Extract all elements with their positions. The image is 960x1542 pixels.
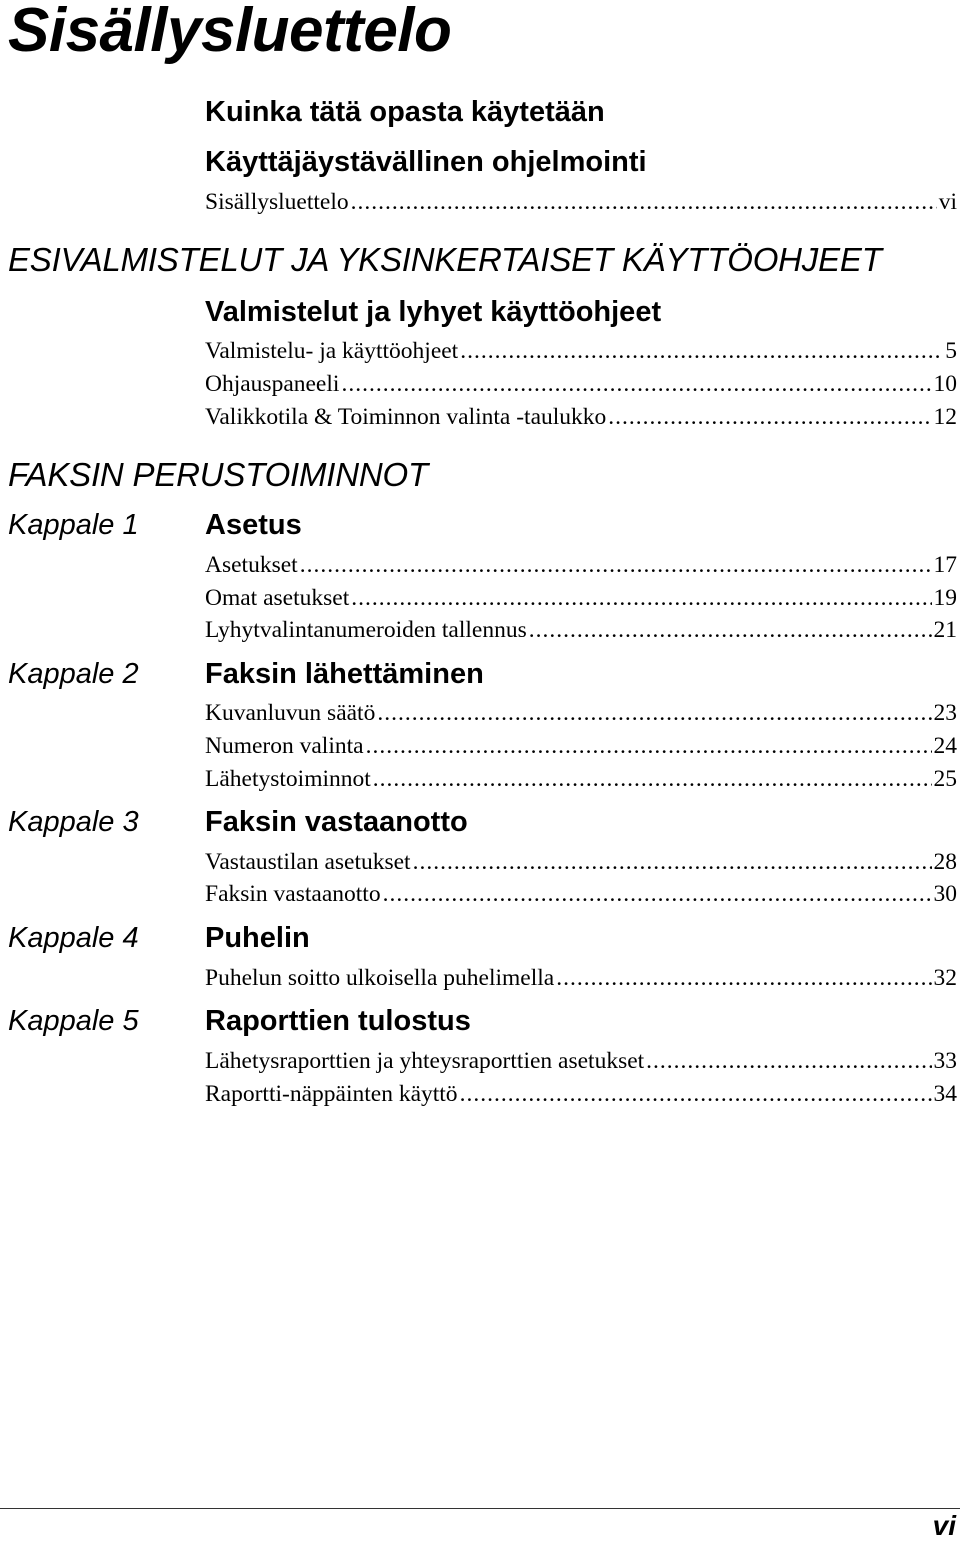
toc-entry-page: 21 (933, 617, 957, 643)
toc-entry-page: 32 (933, 965, 957, 991)
dot-leader (351, 187, 937, 217)
dot-leader (341, 369, 931, 399)
toc-entry-text: Omat asetukset (205, 585, 350, 611)
dot-leader (300, 550, 932, 580)
toc-entry-page: 12 (933, 404, 957, 430)
chapter-label-2: Kappale 2 (8, 658, 139, 690)
toc-entry-page: 25 (933, 766, 957, 792)
toc-entry-page: 30 (933, 881, 957, 907)
chapter-title-4: Puhelin (205, 922, 310, 954)
dot-leader (373, 764, 932, 794)
toc-entry[interactable] (205, 764, 957, 794)
toc-entry-text: Faksin vastaanotto (205, 881, 381, 907)
toc-entry-text: Valikkotila & Toiminnon valinta -taulukko (205, 404, 607, 430)
toc-entry-text: Numeron valinta (205, 733, 364, 759)
toc-entry-page: 34 (933, 1081, 957, 1107)
toc-entry-text: Ohjauspaneeli (205, 371, 340, 397)
chapter-title-5: Raporttien tulostus (205, 1005, 471, 1037)
toc-entry[interactable] (205, 1046, 957, 1076)
toc-entry-text: Kuvanluvun säätö (205, 700, 376, 726)
chapter-label-3: Kappale 3 (8, 806, 139, 838)
section-heading-programming: Käyttäjäystävällinen ohjelmointi (205, 146, 647, 178)
part-title-1: ESIVALMISTELUT JA YKSINKERTAISET KÄYTTÖOHJEET (8, 241, 882, 278)
toc-entry[interactable] (205, 963, 957, 993)
toc-entry[interactable] (205, 402, 957, 432)
toc-entry[interactable] (205, 550, 957, 580)
toc-entry-page: 5 (945, 338, 957, 364)
toc-entry[interactable] (205, 583, 957, 613)
toc-entry-text: Lähetystoiminnot (205, 766, 371, 792)
chapter-label-5: Kappale 5 (8, 1005, 139, 1037)
toc-entry[interactable] (205, 731, 957, 761)
dot-leader (351, 583, 931, 613)
toc-entry-page: vi (938, 189, 957, 215)
dot-leader (460, 336, 943, 366)
toc-entry-text: Raportti-näppäinten käyttö (205, 1081, 458, 1107)
part-title-2: FAKSIN PERUSTOIMINNOT (8, 456, 428, 493)
toc-entry-page: 17 (933, 552, 957, 578)
toc-entry-page: 28 (933, 849, 957, 875)
chapter-title-2: Faksin lähettäminen (205, 658, 484, 690)
chapter-title-3: Faksin vastaanotto (205, 806, 468, 838)
toc-entry-page: 24 (933, 733, 957, 759)
dot-leader (366, 731, 932, 761)
toc-entry-text: Asetukset (205, 552, 298, 578)
dot-leader (377, 698, 931, 728)
toc-entry[interactable] (205, 1079, 957, 1109)
toc-entry[interactable] (205, 879, 957, 909)
toc-entry-page: 23 (933, 700, 957, 726)
footer-rule (0, 1508, 960, 1509)
chapter-label-4: Kappale 4 (8, 922, 139, 954)
dot-leader (383, 879, 932, 909)
toc-entry-text: Vastaustilan asetukset (205, 849, 411, 875)
section-heading-preparation: Valmistelut ja lyhyet käyttöohjeet (205, 296, 662, 328)
chapter-label-1: Kappale 1 (8, 509, 139, 541)
toc-entry[interactable] (205, 615, 957, 645)
dot-leader (460, 1079, 932, 1109)
toc-entry-text: Lyhytvalintanumeroiden tallennus (205, 617, 527, 643)
toc-entry[interactable] (205, 336, 957, 366)
section-heading-guide-usage: Kuinka tätä opasta käytetään (205, 96, 605, 128)
toc-entry-text: Puhelun soitto ulkoisella puhelimella (205, 965, 555, 991)
dot-leader (646, 1046, 931, 1076)
toc-entry-text: Valmistelu- ja käyttöohjeet (205, 338, 459, 364)
toc-entry-page: 33 (933, 1048, 957, 1074)
toc-entry[interactable] (205, 847, 957, 877)
toc-entry-text: Sisällysluettelo (205, 189, 349, 215)
page-number: vi (932, 1510, 956, 1541)
page-title: Sisällysluettelo (8, 0, 452, 65)
chapter-title-1: Asetus (205, 509, 302, 541)
dot-leader (608, 402, 931, 432)
toc-entry[interactable] (205, 187, 957, 217)
toc-entry-page: 10 (933, 371, 957, 397)
toc-entry-text: Lähetysraporttien ja yhteysraporttien asetukset (205, 1048, 645, 1074)
toc-entry[interactable] (205, 369, 957, 399)
dot-leader (413, 847, 932, 877)
toc-entry-page: 19 (933, 585, 957, 611)
toc-entry[interactable] (205, 698, 957, 728)
dot-leader (529, 615, 932, 645)
dot-leader (556, 963, 931, 993)
